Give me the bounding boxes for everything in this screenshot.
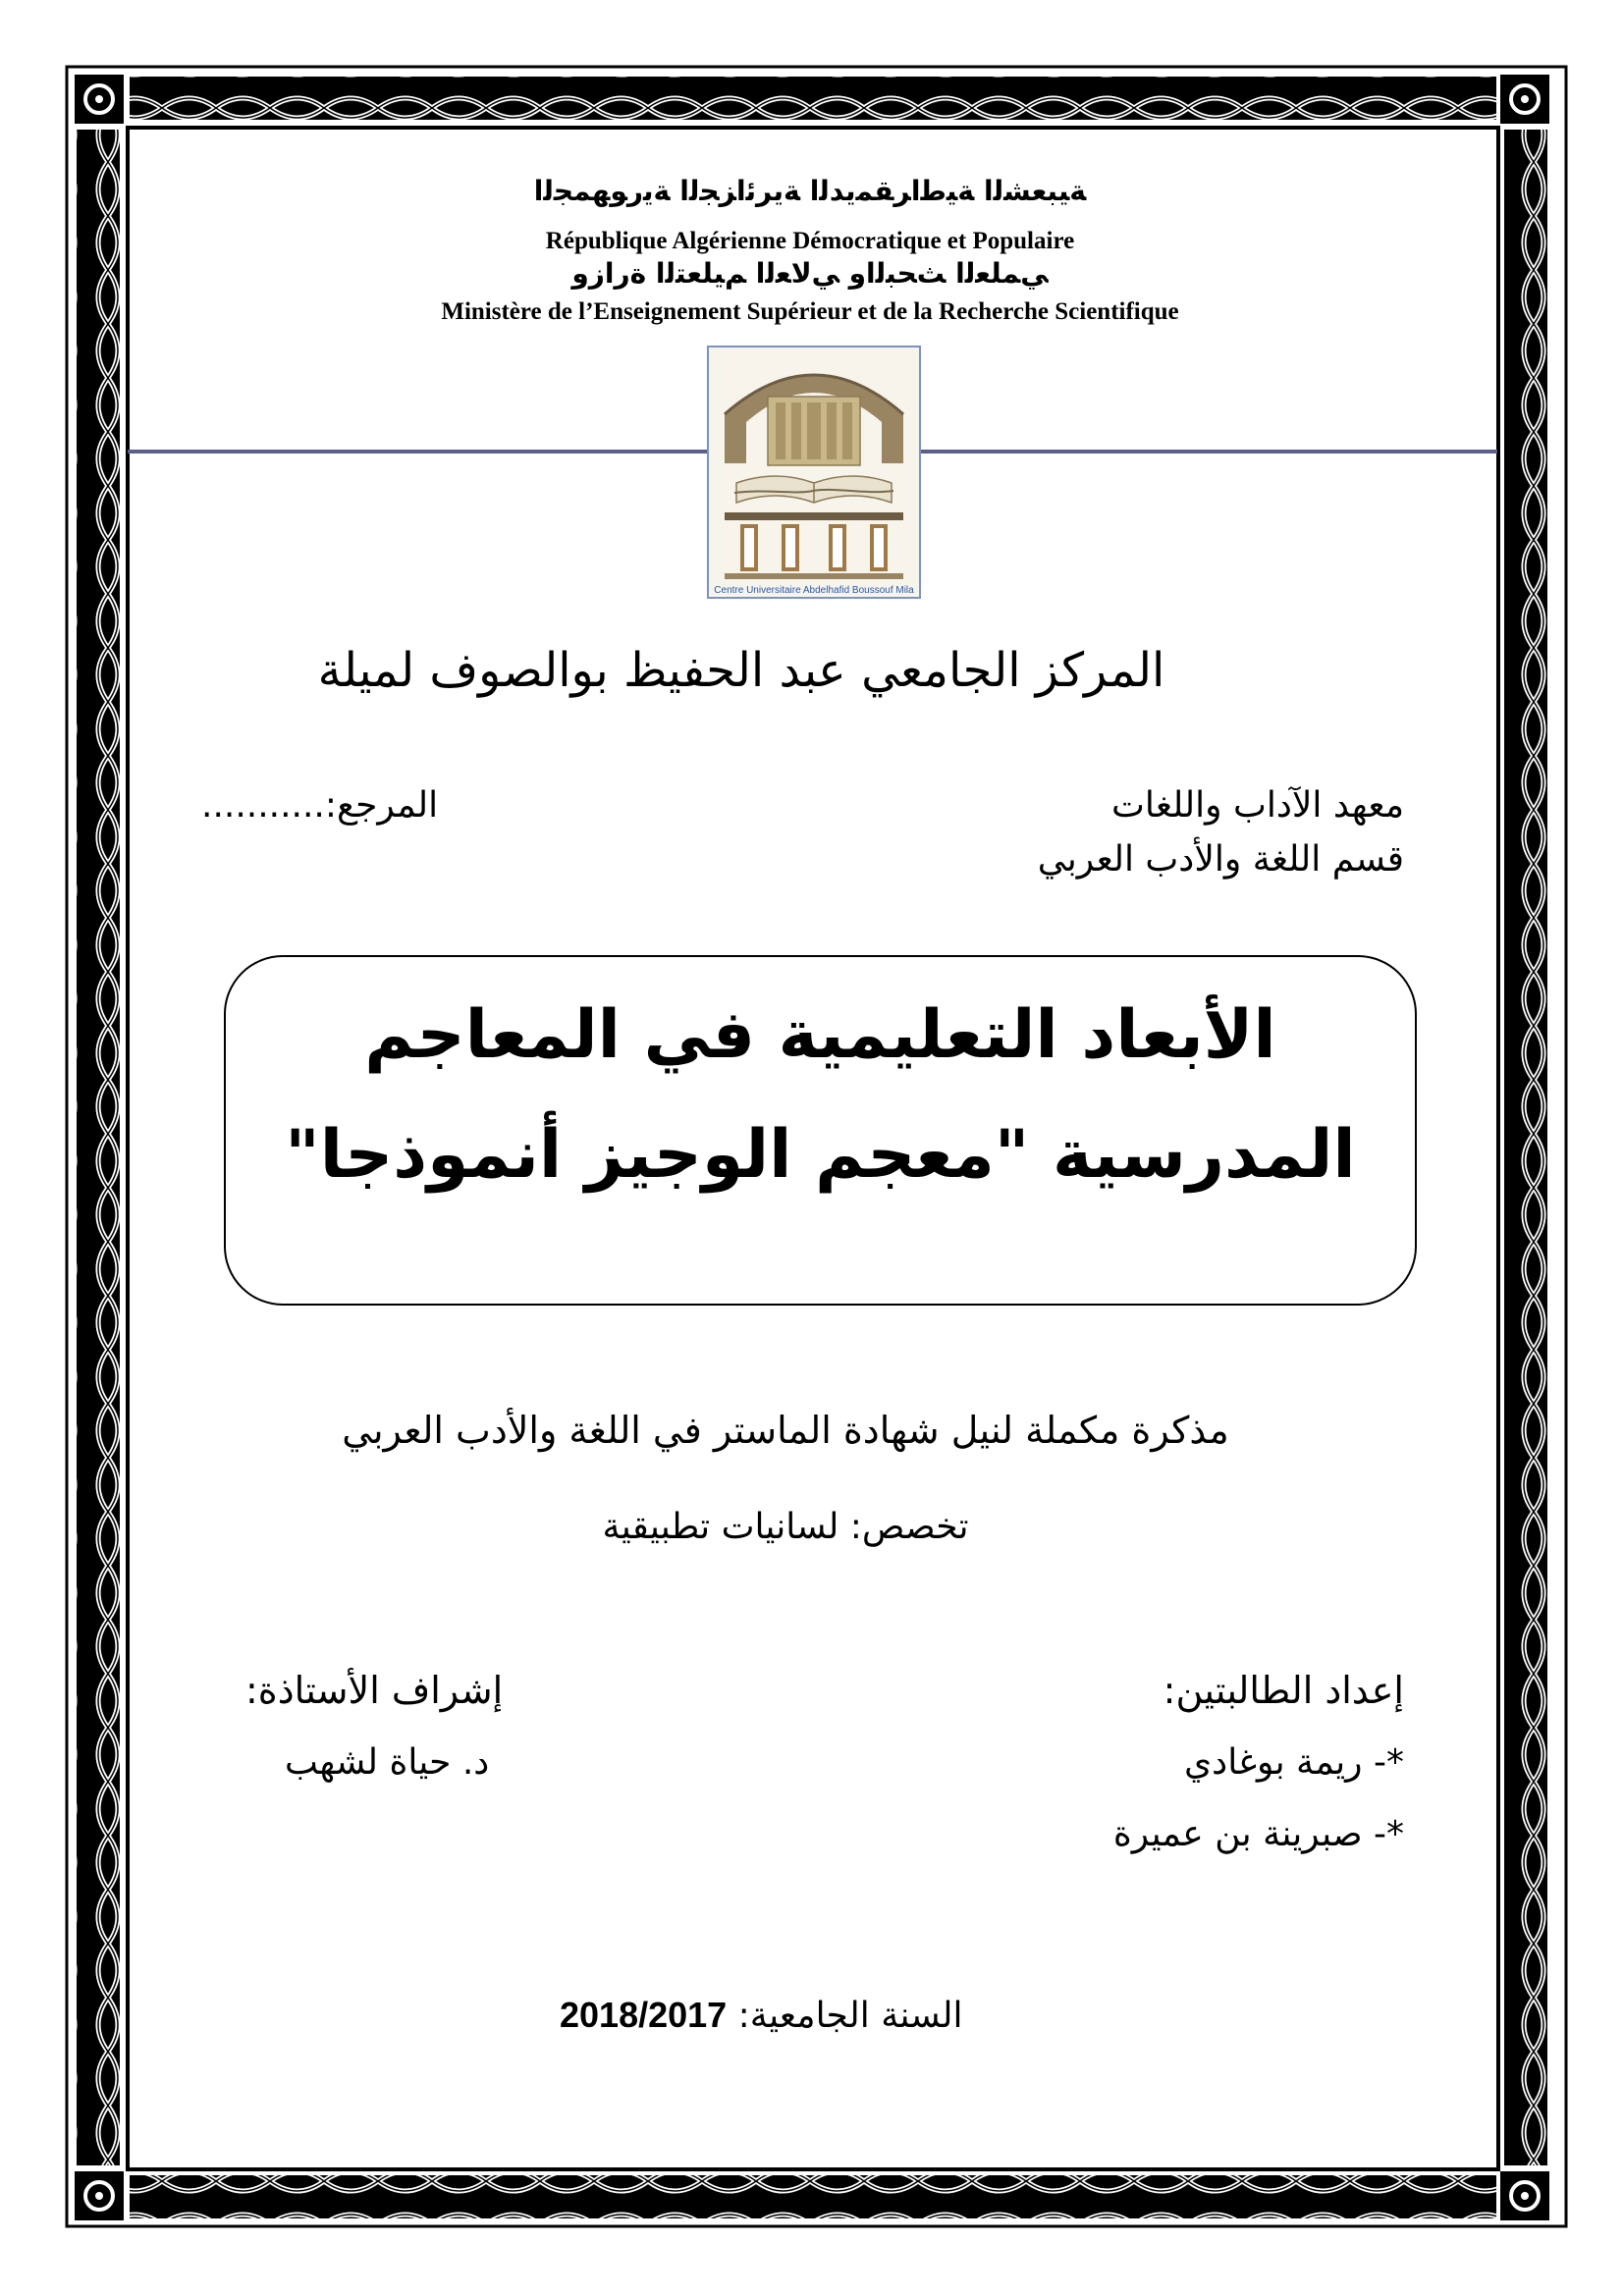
reference-field: المرجع:........... [201,785,439,826]
supervisor-name: د. حياة لشهب [285,1742,490,1783]
corner-ornament-icon [1500,75,1549,124]
academic-year [560,1995,962,2036]
ministry-arabic: ﻲﻤﻠﻌﻟا ﺚﺤﺒﻟاو ﻲﻟﺎﻌﻟا ﻢﻴﻠﻌﺘﻟا ةرازو [571,257,1049,290]
student-name: *- صبرينة بن عميرة [1112,1814,1404,1854]
ministry-french: Ministère de l’Enseignement Supérieur et de la Recherche Scientifique [441,298,1179,325]
thesis-title-line-1: الأبعاد التعليمية في المعاجم [364,996,1276,1074]
thesis-specialty: تخصص: لسانيات تطبيقية [602,1507,969,1547]
thesis-purpose: مذكرة مكملة لنيل شهادة الماستر في اللغة والأدب العربي [342,1409,1229,1452]
corner-ornament-icon [75,75,124,124]
institute-name: معهد الآداب واللغات [1111,785,1404,826]
university-logo [707,346,921,599]
republic-arabic: ﺔﻴﺒﻌﺸﻟا ﺔﻴﻃاﺮﻘﻤﻳﺪﻟا ﺔﻳﺮﺋاﺰﺠﻟا ﺔﻳرﻮﻬﻤﺠﻟا [533,175,1087,207]
department-name: قسم اللغة والأدب العربي [1037,839,1404,880]
corner-ornament-icon [1500,2171,1549,2220]
logo-caption: Centre Universitaire Abdelhafid Boussouf Mila [714,585,914,596]
student-name: *- ريمة بوغادي [1183,1742,1404,1783]
academic-year-label: السنة الجامعية: [737,1996,963,2036]
students-heading: إعداد الطالبتين: [1163,1669,1404,1712]
supervisor-heading: إشراف الأستاذة: [245,1669,504,1712]
thesis-title-box [224,955,1417,1306]
corner-ornament-icon [75,2171,124,2220]
academic-year-value: 2018/2017 [560,1995,728,2035]
university-center-name: المركز الجامعي عبد الحفيظ بوالصوف لميلة [317,643,1165,698]
republic-french: République Algérienne Démocratique et Populaire [545,228,1075,254]
thesis-title-line-2: المدرسية "معجم الوجيز أنموذجا" [285,1116,1356,1194]
